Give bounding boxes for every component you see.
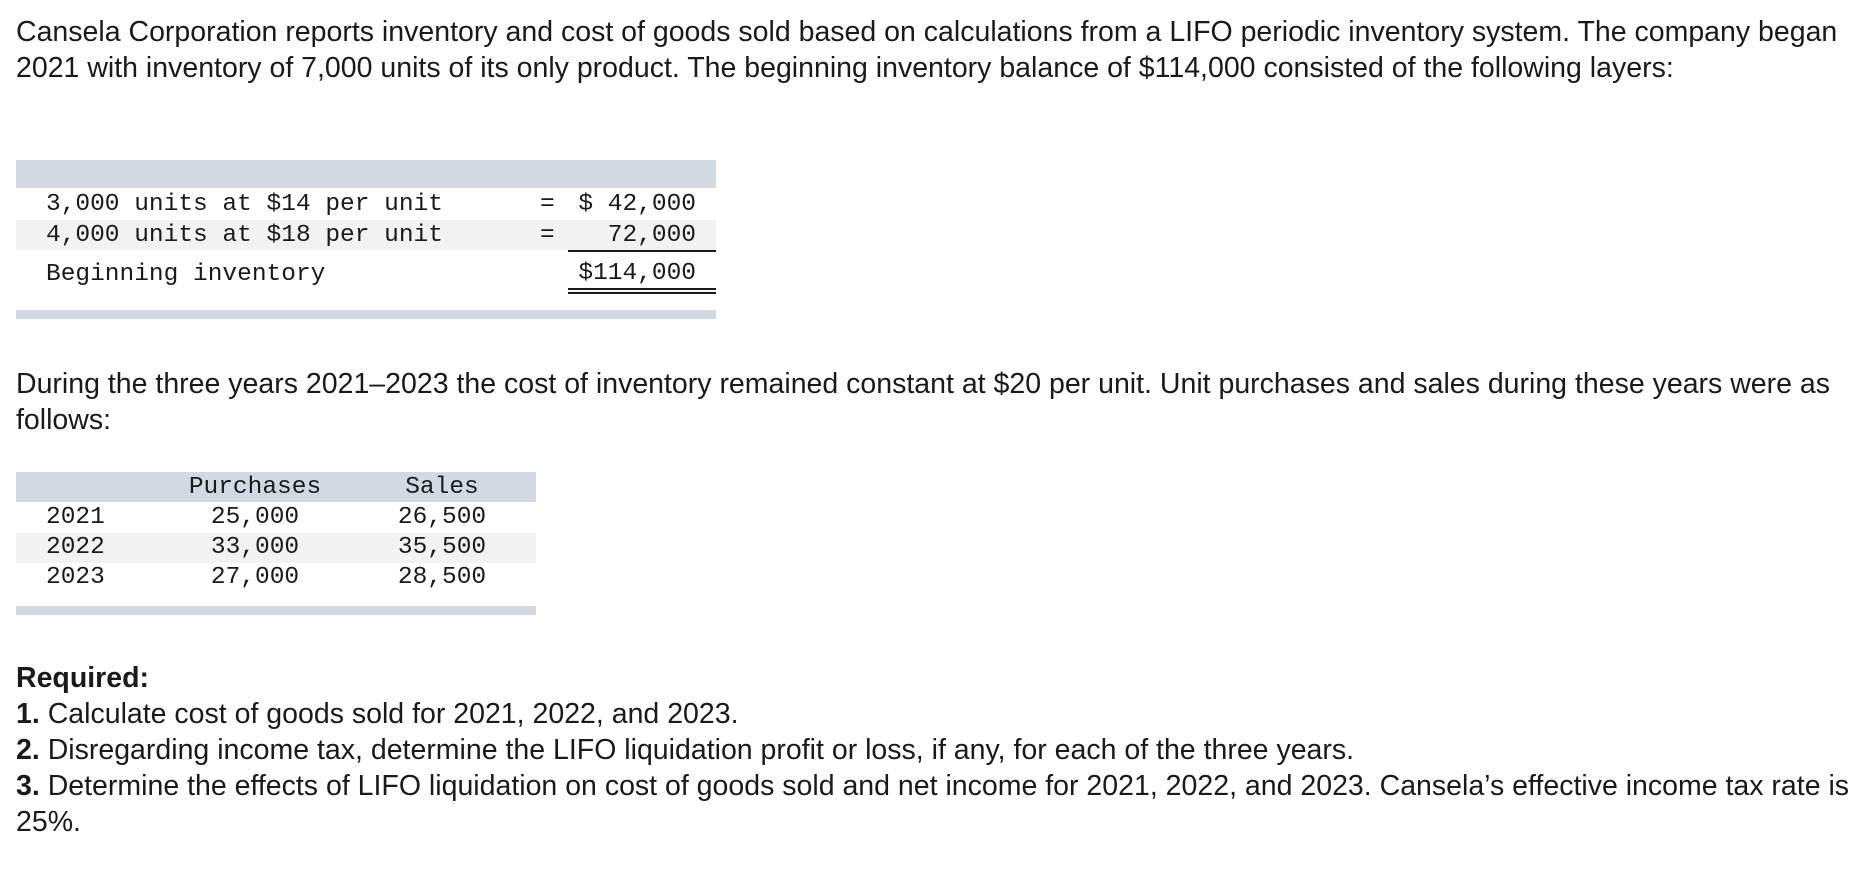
item-text: Determine the effects of LIFO liquidation on cost of goods sold and net income for 2021, 2022, and 2023. Cansela’s effective income tax rate is 25%. [16,770,1850,838]
row-year: 2021 [46,504,105,531]
row-sales: 26,500 [397,504,487,531]
row-sales: 35,500 [397,534,487,561]
layer-equals: = [540,222,555,249]
table-header-band [16,160,716,188]
intro-paragraph: Cansela Corporation reports inventory and cost of goods sold based on calculations from a LIFO periodic inventory system. The company began 2021 with inventory of 7,000 units of its only product. The beginning inventory balance of $114,000 consisted of the following layers: [16,16,1838,84]
header-sales: Sales [405,474,479,501]
table-footer-band [16,606,536,615]
row-year: 2022 [46,534,105,561]
layer-label: 4,000 units at $18 per unit [46,222,443,249]
layer-amount: $ 42,000 [578,191,696,218]
item-number: 2. [16,734,40,766]
layer-equals: = [540,191,555,218]
required-heading: Required: [16,662,150,694]
subtotal-rule [568,250,716,252]
row-year: 2023 [46,564,105,591]
row-sales: 28,500 [397,564,487,591]
middle-paragraph: During the three years 2021–2023 the cost of inventory remained constant at $20 per unit. Unit purchases and sales during these years were as follows: [16,368,1830,436]
double-rule-top [568,288,716,290]
required-section [16,660,1866,840]
item-text: Disregarding income tax, determine the LIFO liquidation profit or loss, if any, for each of the three years. [39,734,1355,766]
item-text: Calculate cost of goods sold for 2021, 2022, and 2023. [39,698,739,730]
required-item-2 [16,732,1866,768]
header-purchases: Purchases [188,474,322,501]
item-number: 1. [16,698,40,730]
item-number: 3. [16,770,40,802]
required-item-1 [16,696,1866,732]
layer-label: 3,000 units at $14 per unit [46,191,443,218]
table-footer-band [16,310,716,319]
row-purchases: 33,000 [210,534,300,561]
row-purchases: 27,000 [210,564,300,591]
layer-amount: 72,000 [607,222,696,249]
required-item-3 [16,768,1866,840]
double-rule-bottom [568,292,716,294]
row-purchases: 25,000 [210,504,300,531]
total-label: Beginning inventory [46,261,326,288]
total-amount: $114,000 [578,260,696,287]
